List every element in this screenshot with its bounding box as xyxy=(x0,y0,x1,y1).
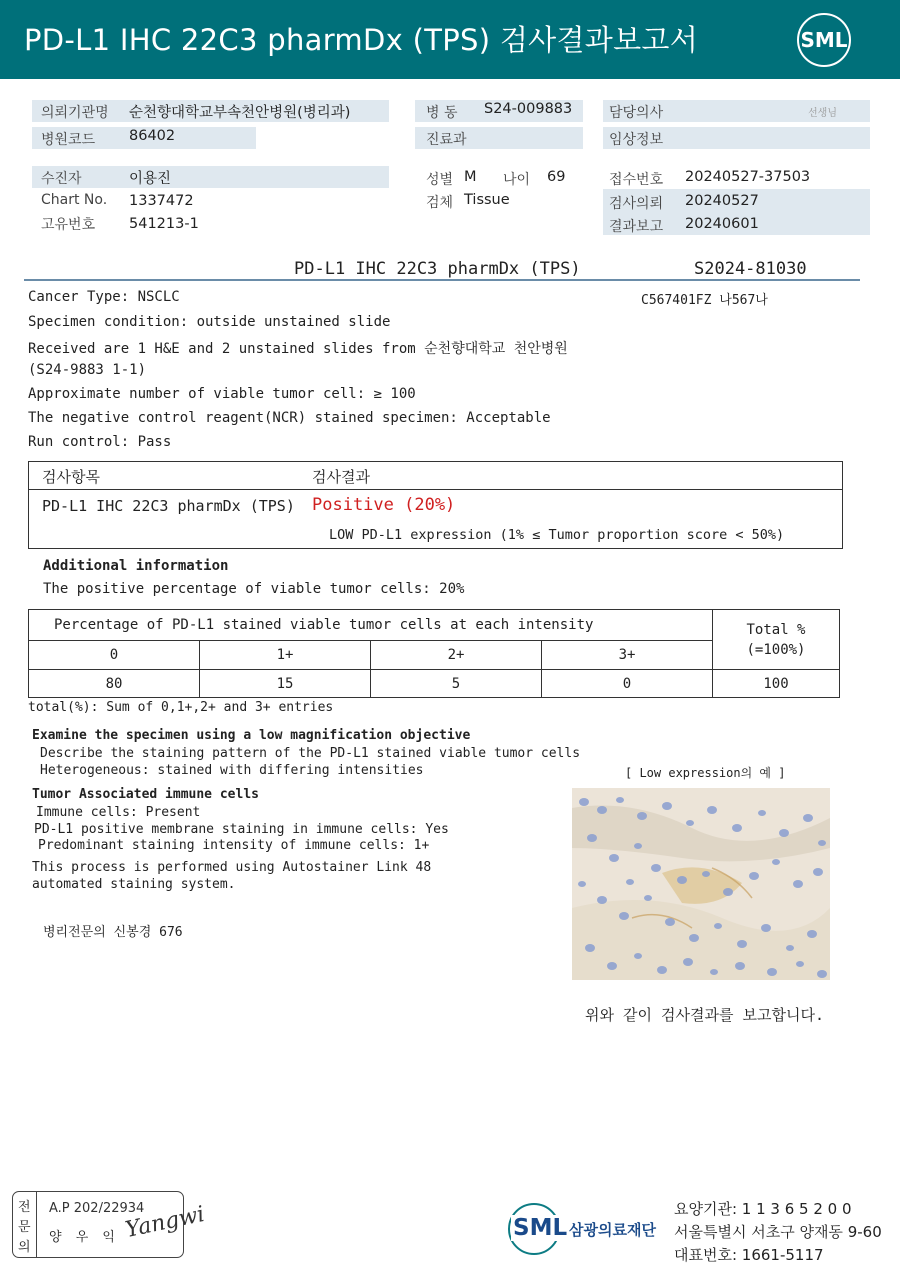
stamp-side-column: 전 문 의 xyxy=(13,1192,37,1257)
examine-line: Heterogeneous: stained with differing intensities xyxy=(40,763,424,778)
report-number: S2024-81030 xyxy=(694,259,807,279)
hospital-value: 순천향대학교부속천안병원(병리과) xyxy=(129,105,351,121)
receipt-value: 20240527-37503 xyxy=(685,169,811,185)
age-value: 69 xyxy=(547,169,566,185)
result-box xyxy=(28,461,843,549)
stamp-ap-number: A.P 202/22934 xyxy=(49,1201,145,1216)
body-line: Received are 1 H&E and 2 unstained slides from 순천향대학교 천안병원 xyxy=(28,341,568,357)
chart-value: 1337472 xyxy=(129,193,194,209)
report-date-value: 20240601 xyxy=(685,216,759,232)
dept-label: 진료과 xyxy=(426,132,467,148)
receipt-label: 접수번호 xyxy=(609,172,664,188)
request-value: 20240527 xyxy=(685,193,759,209)
report-title: PD-L1 IHC 22C3 pharmDx (TPS) 검사결과보고서 xyxy=(24,23,699,57)
org-address: 서울특별시 서초구 양재동 9-60 xyxy=(674,1223,882,1241)
chart-label: Chart No. xyxy=(41,192,108,208)
footer-sml-logo: SML xyxy=(513,1215,568,1241)
ward-value: S24-009883 xyxy=(484,101,573,117)
tumor-line: PD-L1 positive membrane staining in immune cells: Yes xyxy=(34,822,449,837)
patient-label: 수진자 xyxy=(41,171,82,187)
hospital-label: 의뢰기관명 xyxy=(41,105,109,121)
report-header xyxy=(0,0,900,79)
value-cell: 5 xyxy=(371,670,542,698)
title-rule xyxy=(24,279,860,281)
level-cell: 0 xyxy=(29,641,200,670)
examine-line: Describe the staining pattern of the PD-L1 stained viable tumor cells xyxy=(40,746,581,761)
process-line: This process is performed using Autostainer Link 48 xyxy=(32,860,432,875)
level-cell: 1+ xyxy=(200,641,371,670)
specimen-label: 검체 xyxy=(426,195,454,211)
sub-code: C567401FZ 나567나 xyxy=(641,293,768,308)
ward-label: 병 동 xyxy=(426,105,458,121)
item-column-header: 검사항목 xyxy=(42,468,100,486)
intensity-header: Percentage of PD-L1 stained viable tumor cells at each intensity xyxy=(29,610,713,641)
org-name: 삼광의료재단 xyxy=(569,1221,656,1239)
sml-logo: SML xyxy=(797,13,851,67)
result-item: PD-L1 IHC 22C3 pharmDx (TPS) xyxy=(42,497,295,515)
tumor-title: Tumor Associated immune cells xyxy=(32,787,259,802)
body-line: Approximate number of viable tumor cell: ≥ 100 xyxy=(28,386,416,402)
tumor-line: Predominant staining intensity of immune cells: 1+ xyxy=(38,838,430,853)
doctor-suffix: 선생님 xyxy=(808,108,837,119)
examine-title: Examine the specimen using a low magnification objective xyxy=(32,728,471,743)
stamp-name: 양 우 익 xyxy=(49,1230,120,1245)
signature: Yangwi xyxy=(123,1201,207,1244)
test-name-heading: PD-L1 IHC 22C3 pharmDx (TPS) xyxy=(294,259,581,279)
level-cell: 2+ xyxy=(371,641,542,670)
sex-label: 성별 xyxy=(426,172,454,188)
result-header-row xyxy=(29,462,842,490)
body-line: Cancer Type: NSCLC xyxy=(28,289,180,305)
age-label: 나이 xyxy=(503,172,531,188)
body-line: Specimen condition: outside unstained slide xyxy=(28,314,391,330)
result-note: LOW PD-L1 expression (1% ≤ Tumor proportion score < 50%) xyxy=(329,527,785,543)
pathology-image xyxy=(572,788,830,980)
intensity-table xyxy=(28,609,840,698)
patient-value: 이용진 xyxy=(129,171,172,187)
uid-value: 541213-1 xyxy=(129,216,199,232)
patient-bar xyxy=(32,166,389,188)
org-code: 요양기관: 1 1 3 6 5 2 0 0 xyxy=(674,1200,852,1218)
process-line: automated staining system. xyxy=(32,877,236,892)
level-cell: 3+ xyxy=(542,641,713,670)
result-column-header: 검사결과 xyxy=(312,468,370,486)
pathologist-stamp xyxy=(12,1191,207,1258)
total-note: total(%): Sum of 0,1+,2+ and 3+ entries xyxy=(28,700,334,715)
request-label: 검사의뢰 xyxy=(609,196,664,212)
uid-label: 고유번호 xyxy=(41,217,96,233)
result-value: Positive (20%) xyxy=(312,495,456,515)
body-line: Run control: Pass xyxy=(28,434,172,450)
doctor-label: 담당의사 xyxy=(609,105,664,121)
specimen-value: Tissue xyxy=(464,192,510,208)
code-value: 86402 xyxy=(129,128,176,144)
total-cell: 100 xyxy=(713,670,840,698)
closing-statement: 위와 같이 검사결과를 보고합니다. xyxy=(585,1006,824,1024)
body-line: The negative control reagent(NCR) stained specimen: Acceptable xyxy=(28,410,551,426)
value-cell: 15 xyxy=(200,670,371,698)
body-line: (S24-9883 1-1) xyxy=(28,362,147,378)
total-header: Total % (=100%) xyxy=(713,610,840,670)
stained-tissue-image xyxy=(572,788,830,980)
report-date-label: 결과보고 xyxy=(609,219,664,235)
image-caption: [ Low expression의 예 ] xyxy=(625,766,786,780)
code-label: 병원코드 xyxy=(41,132,96,148)
value-cell: 80 xyxy=(29,670,200,698)
additional-text: The positive percentage of viable tumor cells: 20% xyxy=(43,581,465,597)
pathologist: 병리전문의 신봉경 676 xyxy=(43,925,183,940)
additional-title: Additional information xyxy=(43,558,229,574)
clinical-label: 임상정보 xyxy=(609,132,664,148)
tumor-line: Immune cells: Present xyxy=(36,805,201,820)
sex-value: M xyxy=(464,169,477,185)
value-cell: 0 xyxy=(542,670,713,698)
org-phone: 대표번호: 1661-5117 xyxy=(674,1246,824,1264)
